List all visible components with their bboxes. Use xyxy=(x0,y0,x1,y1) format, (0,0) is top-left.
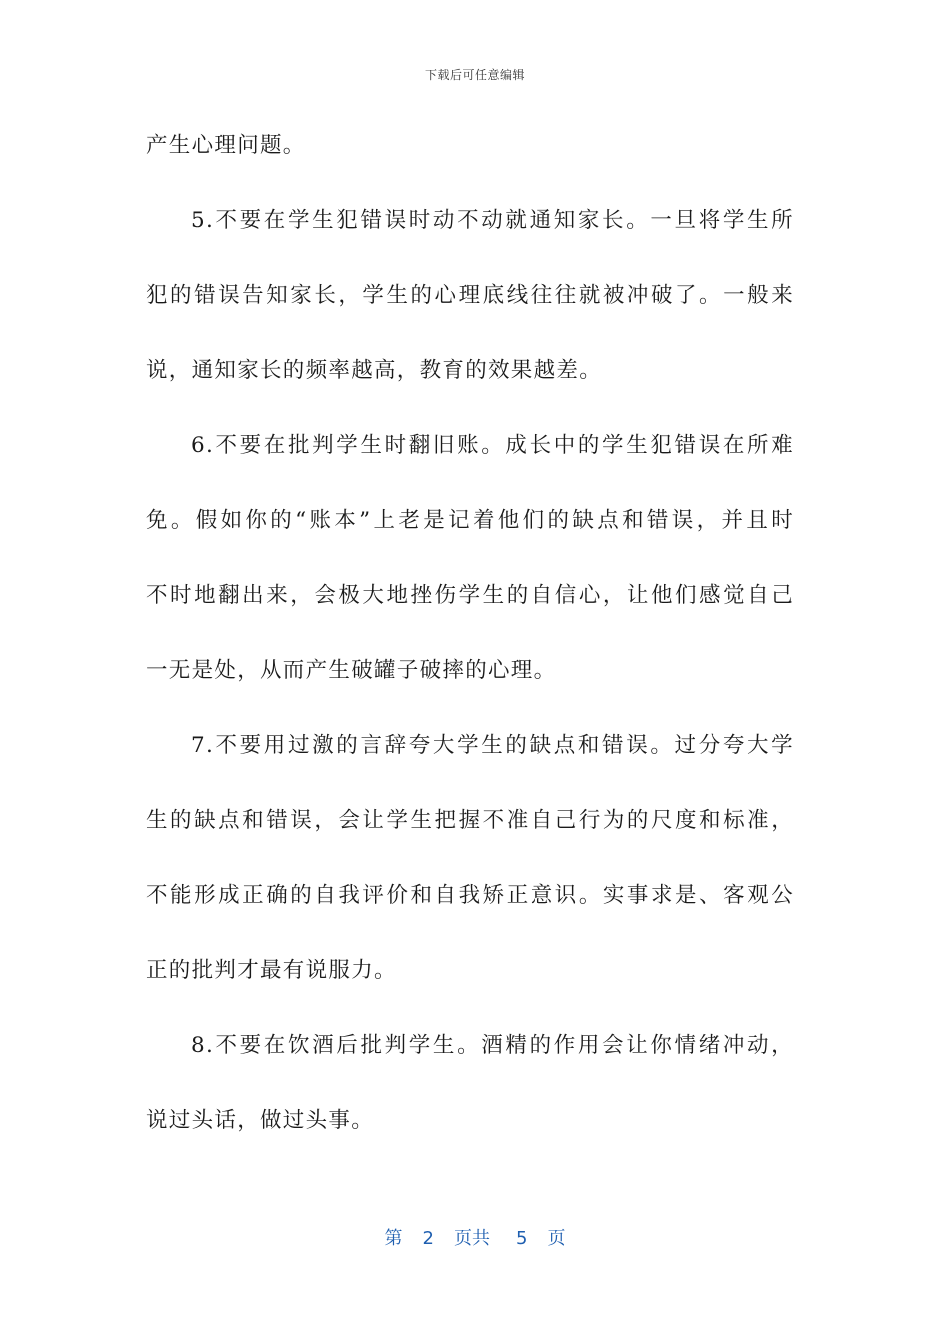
paragraph-line: 5.不要在学生犯错误时动不动就通知家长。一旦将学生所 xyxy=(191,208,794,233)
paragraph-line: 说，通知家长的频率越高，教育的效果越差。 xyxy=(146,358,603,383)
paragraph-line: 不能形成正确的自我评价和自我矫正意识。实事求是、客观公 xyxy=(146,883,794,908)
paragraph-line: 一无是处，从而产生破罐子破摔的心理。 xyxy=(146,658,557,683)
paragraph-line: 生的缺点和错误，会让学生把握不准自己行为的尺度和标准， xyxy=(146,808,794,833)
paragraph-line: 6.不要在批判学生时翻旧账。成长中的学生犯错误在所难 xyxy=(191,433,794,458)
paragraph-line: 说过头话，做过头事。 xyxy=(146,1108,375,1133)
document-body xyxy=(146,120,794,1170)
paragraph-line: 8.不要在饮酒后批判学生。酒精的作用会让你情绪冲动， xyxy=(191,1033,794,1058)
paragraph-line: 正的批判才最有说服力。 xyxy=(146,958,397,983)
footer-total-pages: 5 xyxy=(516,1228,528,1249)
page-header-note: 下载后可任意编辑 xyxy=(424,68,525,82)
paragraph-line: 不时地翻出来，会极大地挫伤学生的自信心，让他们感觉自己 xyxy=(146,583,794,608)
paragraph-line: 产生心理问题。 xyxy=(146,133,306,158)
footer-suffix: 页 xyxy=(547,1228,566,1249)
footer-middle: 页共 xyxy=(454,1228,490,1249)
paragraph-line: 7.不要用过激的言辞夸大学生的缺点和错误。过分夸大学 xyxy=(191,733,794,758)
page-footer xyxy=(0,1224,950,1250)
footer-current-page: 2 xyxy=(422,1228,434,1249)
footer-prefix: 第 xyxy=(384,1228,403,1249)
paragraph-line: 犯的错误告知家长，学生的心理底线往往就被冲破了。一般来 xyxy=(146,283,794,308)
paragraph-line: 免。假如你的“账本”上老是记着他们的缺点和错误，并且时 xyxy=(146,508,794,533)
